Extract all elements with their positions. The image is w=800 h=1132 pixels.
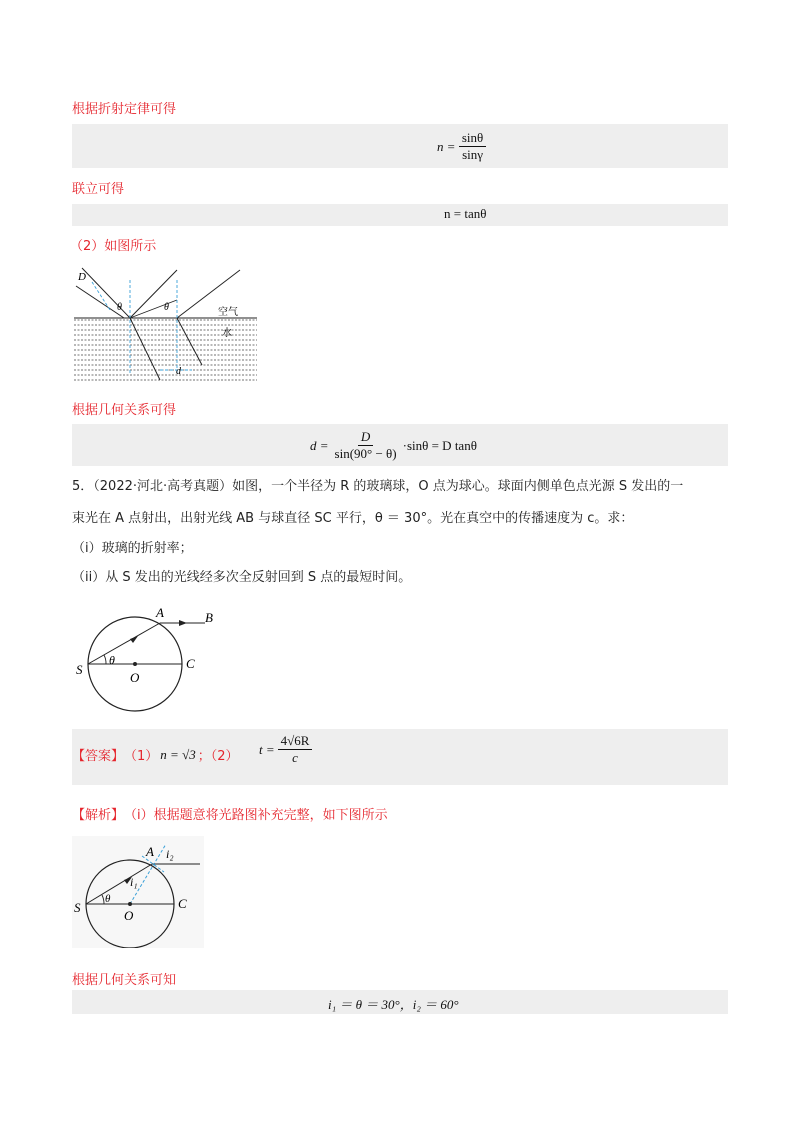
- fig2-label-theta: θ: [109, 653, 115, 667]
- formula-box-n-sin: [72, 124, 728, 168]
- analysis-tag: 【解析】: [72, 808, 125, 823]
- fig2-label-C: C: [186, 656, 195, 671]
- answer-t-den: c: [292, 750, 298, 765]
- fig3-label-i1: i₁: [130, 875, 138, 889]
- water-refraction-figure: [72, 260, 262, 385]
- answer-separator: ；（2）: [197, 749, 239, 764]
- answer-formula-n: n = √3: [160, 746, 196, 762]
- fig3-label-O: O: [124, 908, 134, 923]
- fig3-label-theta: θ: [105, 893, 111, 905]
- formula-d-fraction: [332, 429, 400, 462]
- fig3-label-C: C: [178, 896, 187, 911]
- formula-numerator: sinθ: [459, 130, 486, 147]
- fig2-label-A: A: [156, 605, 164, 620]
- question-part-1: （i）玻璃的折射率；: [72, 541, 193, 556]
- answer-tag: 【答案】: [72, 749, 125, 764]
- heading-as-shown: （2）如图所示: [70, 239, 157, 254]
- answer-t-num: 4√6R: [278, 733, 313, 750]
- heading-refraction-law: 根据折射定律可得: [72, 102, 177, 117]
- fig1-label-theta1: θ: [117, 302, 122, 313]
- fig3-label-i2: i₂: [166, 847, 174, 861]
- formula-denominator: sinγ: [462, 147, 483, 162]
- formula-fraction: [459, 130, 486, 163]
- heading-geometry: 根据几何关系可得: [72, 403, 177, 418]
- question-line-1: 5．（2022·河北·高考真题）如图，一个半径为 R 的玻璃球，O 点为球心。球面内侧单色点光源 S 发出的一: [72, 479, 684, 494]
- formula-d-den: sin(90° − θ): [334, 446, 397, 461]
- answer-part1-label: （1）: [124, 749, 159, 764]
- formula-box-tan: [72, 204, 728, 226]
- formula-box-d: [72, 424, 728, 466]
- formula-d-rhs: ·sinθ = D tanθ: [402, 437, 477, 453]
- formula-d-num: D: [358, 429, 373, 446]
- formula-box-angles: [72, 990, 728, 1014]
- fig2-label-O: O: [130, 670, 140, 685]
- heading-geometry-know: 根据几何关系可知: [72, 973, 177, 988]
- answer-t-fraction: [278, 733, 313, 766]
- light-path-figure: [72, 836, 204, 948]
- fig3-label-S: S: [74, 900, 81, 915]
- answer-box: [72, 729, 728, 785]
- formula-n-tan: n = tanθ: [444, 206, 487, 221]
- formula-angles: i₁ ＝ θ ＝ 30°，i₂ ＝ 60°: [328, 997, 459, 1012]
- analysis-line: [72, 804, 388, 823]
- analysis-text: （i）根据题意将光路图补充完整，如下图所示: [124, 808, 388, 823]
- glass-sphere-figure: [72, 598, 242, 718]
- fig1-label-d: d: [176, 366, 181, 377]
- formula-n: n: [437, 138, 444, 154]
- fig2-label-B: B: [205, 610, 213, 625]
- fig2-label-S: S: [76, 662, 83, 677]
- question-part-2: （ii）从 S 发出的光线经多次全反射回到 S 点的最短时间。: [72, 570, 412, 585]
- question-line-2: 束光在 A 点射出，出射光线 AB 与球直径 SC 平行，θ ＝ 30°。光在真空中的传播速度为 c。求：: [72, 511, 634, 526]
- fig1-label-D: D: [78, 271, 86, 283]
- fig3-label-A: A: [146, 844, 154, 859]
- heading-combine: 联立可得: [72, 182, 125, 197]
- fig1-label-theta2: θ: [164, 302, 169, 313]
- fig1-label-water: 水: [222, 328, 232, 339]
- fig1-label-air: 空气: [218, 307, 238, 318]
- formula-d-lhs: d =: [310, 437, 329, 453]
- formula-eq: =: [447, 138, 455, 154]
- answer-t-lhs: t =: [259, 741, 275, 757]
